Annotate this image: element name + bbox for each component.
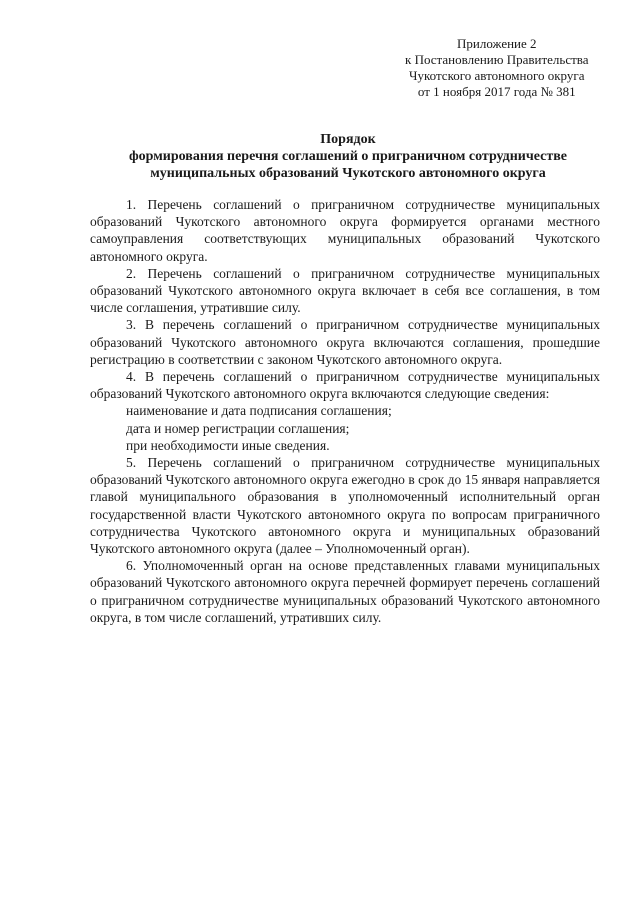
paragraph-4-item-1: наименование и дата подписания соглашения; [126,403,392,419]
paragraph-1: 1. Перечень соглашений о приграничном сотрудничестве муниципальных образований Чукотского автономного округа формируется органами местного самоуправления соответствующих муниципальных образований Чукотского автономного округа. [90,197,600,264]
paragraph-4-item-3: при необходимости иные сведения. [126,437,330,453]
appendix-date-number: от 1 ноября 2017 года № 381 [417,84,576,99]
title-line-2: формирования перечня соглашений о приграничном сотрудничестве [128,149,568,164]
document-body [90,196,600,626]
paragraph-2: 2. Перечень соглашений о приграничном сотрудничестве муниципальных образований Чукотского автономного округа включает в себя все соглашения, в том числе соглашения, утратившие силу. [90,265,600,316]
paragraph-6: 6. Уполномоченный орган на основе представленных главами муниципальных образований Чукотского автономного округа перечней формирует перечень соглашений о приграничном сотрудничестве муниципальных образований Чукотского автономного округа, в том числе соглашений, утративших силу. [90,558,600,625]
paragraph-3: 3. В перечень соглашений о приграничном сотрудничестве муниципальных образований Чукотского автономного округа включаются соглашения, прошедшие регистрацию в соответствии с законом Чукотского автономного округа. [90,317,600,367]
paragraph-5: 5. Перечень соглашений о приграничном сотрудничестве муниципальных образований Чукотского автономного округа ежегодно в срок до 15 января направляется главой муниципального образования в уполномоченный исполнительный орган государственной власти Чукотского автономного округа по вопросам приграничного сотрудничества Чукотского автономного округа и муниципальных образований Чукотского автономного округа (далее – Уполномоченный орган). [90,455,600,557]
appendix-region: Чукотского автономного округа [409,68,585,83]
appendix-label: Приложение 2 [457,36,537,51]
appendix-resolution: к Постановлению Правительства [405,52,589,67]
paragraph-4: 4. В перечень соглашений о приграничном сотрудничестве муниципальных образований Чукотского автономного округа включаются следующие сведения: [90,369,600,402]
document-title [80,131,616,182]
title-heading: Порядок [320,132,376,147]
appendix-header [405,36,589,100]
title-line-3: муниципальных образований Чукотского автономного округа [150,166,546,181]
paragraph-4-item-2: дата и номер регистрации соглашения; [126,420,350,436]
